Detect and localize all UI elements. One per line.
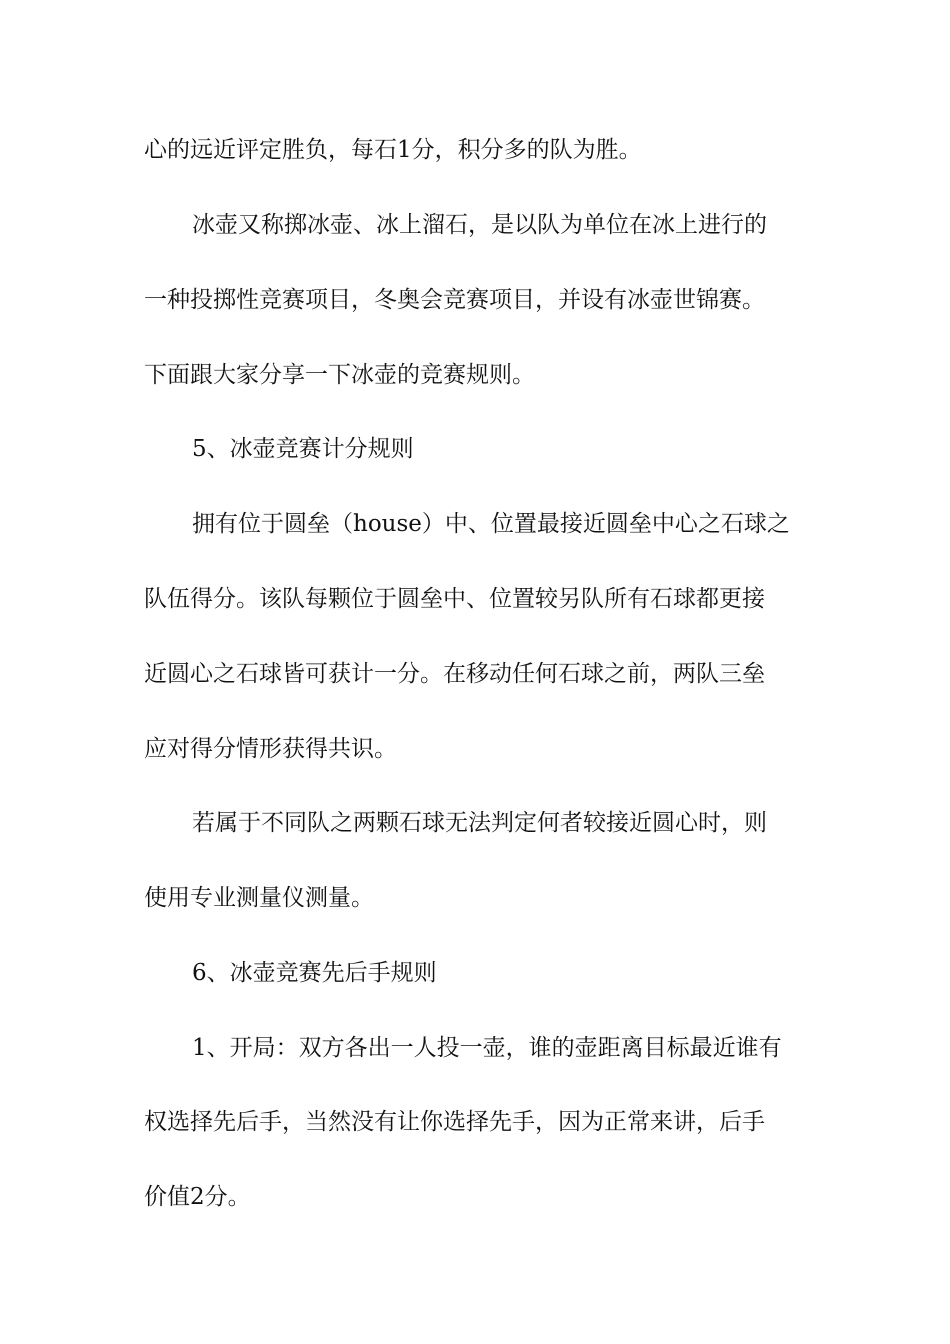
paragraph-line: 下面跟大家分享一下冰壶的竞赛规则。 (144, 362, 535, 388)
paragraph-line: 若属于不同队之两颗石球无法判定何者较接近圆心时，则 (192, 810, 767, 836)
paragraph-line: 权选择先后手，当然没有让你选择先手，因为正常来讲，后手 (144, 1109, 765, 1135)
paragraph-line: 价值2分。 (144, 1184, 251, 1210)
paragraph-line: 近圆心之石球皆可获计一分。在移动任何石球之前，两队三垒 (144, 661, 765, 687)
paragraph-line: 使用专业测量仪测量。 (144, 885, 374, 911)
paragraph-line: 冰壶又称掷冰壶、冰上溜石，是以队为单位在冰上进行的 (192, 212, 767, 238)
paragraph-line: 1、开局：双方各出一人投一壶，谁的壶距离目标最近谁有 (192, 1035, 782, 1061)
section-heading: 6、冰壶竞赛先后手规则 (192, 960, 437, 986)
paragraph-line: 一种投掷性竞赛项目，冬奥会竞赛项目，并设有冰壶世锦赛。 (144, 287, 765, 313)
paragraph-line: 拥有位于圆垒（house）中、位置最接近圆垒中心之石球之 (192, 511, 790, 537)
paragraph-line: 心的远近评定胜负，每石1分，积分多的队为胜。 (144, 137, 642, 163)
section-heading: 5、冰壶竞赛计分规则 (192, 436, 414, 462)
paragraph-line: 队伍得分。该队每颗位于圆垒中、位置较另队所有石球都更接 (144, 586, 765, 612)
paragraph-line: 应对得分情形获得共识。 (144, 736, 397, 762)
